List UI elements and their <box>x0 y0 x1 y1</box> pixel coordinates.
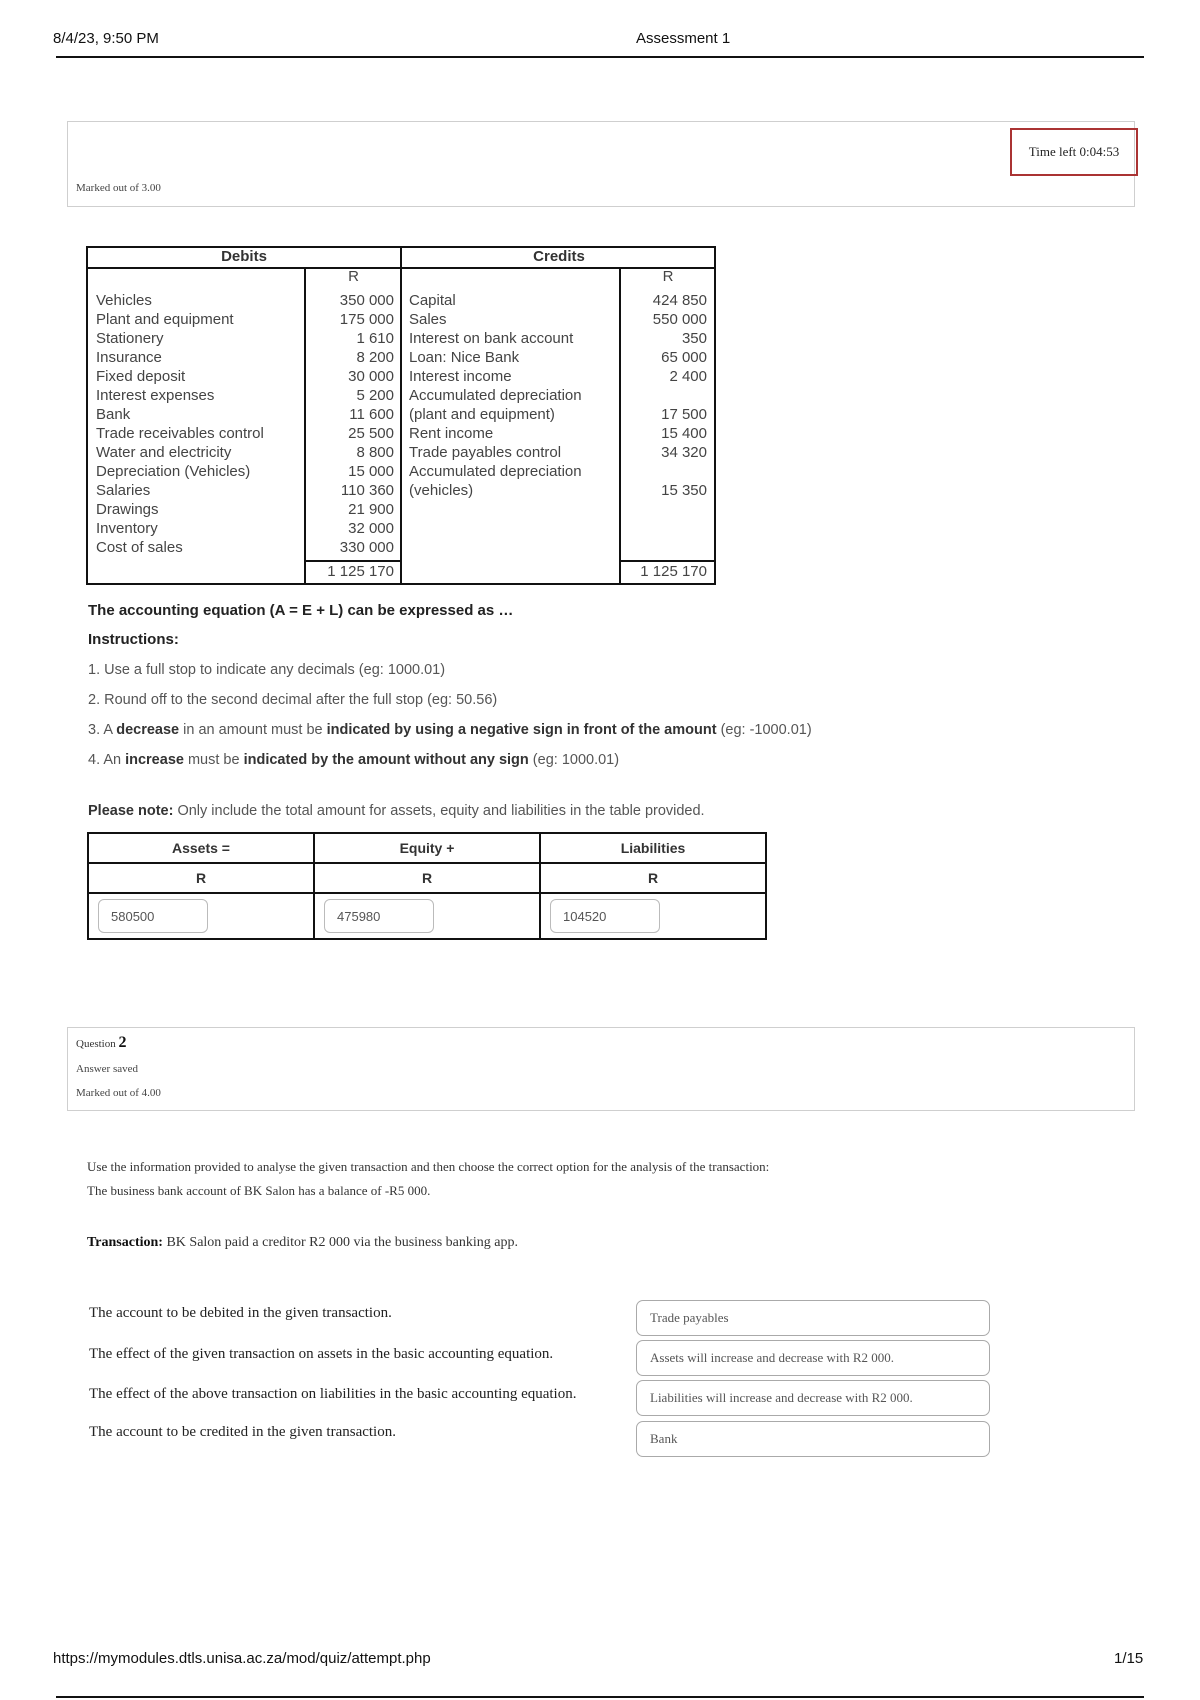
instruction-item <box>88 715 812 745</box>
debit-label: Water and electricity <box>96 444 232 461</box>
instruction-item: 2. Round off to the second decimal after the full stop (eg: 50.56) <box>88 692 498 708</box>
credit-amount-list <box>621 291 707 500</box>
credit-label: Rent income <box>409 425 494 442</box>
equity-cell <box>314 893 540 939</box>
debit-amount: 11 600 <box>349 406 394 423</box>
debit-label: Insurance <box>96 349 162 366</box>
credits-header: Credits <box>533 248 585 265</box>
instruction-3-prefix: 3. A <box>88 722 117 738</box>
debit-amount: 32 000 <box>348 520 394 537</box>
debit-label: Interest expenses <box>96 387 215 404</box>
credit-total: 1 125 170 <box>640 563 707 580</box>
credit-amount: 424 850 <box>652 292 707 309</box>
instruction-4-prefix: 4. An <box>88 752 126 768</box>
match-label-debited: The account to be debited in the given transaction. <box>89 1305 392 1321</box>
debits-currency: R <box>348 268 359 285</box>
instructions-title: Instructions: <box>88 631 179 648</box>
debit-label: Bank <box>96 406 131 423</box>
debit-amount: 8 800 <box>356 444 394 461</box>
credit-label: Trade payables control <box>409 444 562 461</box>
debit-amount-list <box>306 291 394 557</box>
please-note-text: Only include the total amount for assets, equity and liabilities in the table provided. <box>173 803 705 819</box>
question-2-info <box>67 1027 1135 1111</box>
credit-label: Accumulated depreciation <box>409 387 582 404</box>
credit-amount <box>621 462 707 481</box>
credit-amount: 17 500 <box>661 406 707 423</box>
page-title: Assessment 1 <box>636 30 731 47</box>
instruction-item: 1. Use a full stop to indicate any decimals (eg: 1000.01) <box>88 662 446 678</box>
instruction-4-rule: indicated by the amount without any sign <box>243 752 529 768</box>
transaction-label: Transaction: <box>87 1235 163 1250</box>
liabilities-header: Liabilities <box>540 833 766 863</box>
quiz-timer: Time left 0:04:53 <box>1010 128 1138 176</box>
debit-amount: 15 000 <box>348 463 394 480</box>
question-2-heading <box>76 1034 126 1052</box>
instructions-list <box>88 655 812 775</box>
debit-amount: 350 000 <box>339 292 394 309</box>
page-number: 1/15 <box>1114 1650 1144 1667</box>
instruction-item <box>88 745 812 775</box>
transaction-text: BK Salon paid a creditor R2 000 via the business banking app. <box>162 1235 518 1250</box>
credit-amount: 15 400 <box>661 425 707 442</box>
match-label-credited: The account to be credited in the given transaction. <box>89 1424 396 1440</box>
question-2-marks: Marked out of 4.00 <box>76 1087 161 1099</box>
credit-amount <box>621 386 707 405</box>
assets-cell <box>88 893 314 939</box>
question-1-marks: Marked out of 3.00 <box>76 182 161 194</box>
credit-label: Capital <box>409 292 456 309</box>
liabilities-unit: R <box>540 863 766 893</box>
liabilities-cell <box>540 893 766 939</box>
debit-label: Salaries <box>96 482 151 499</box>
debit-label: Drawings <box>96 501 159 518</box>
equity-header: Equity + <box>314 833 540 863</box>
credit-amount: 550 000 <box>652 311 707 328</box>
debit-label: Cost of sales <box>96 539 183 556</box>
debit-label: Inventory <box>96 520 158 537</box>
debit-label: Trade receivables control <box>96 425 264 442</box>
credit-label: Accumulated depreciation <box>409 463 582 480</box>
instruction-4-keyword: increase <box>125 752 184 768</box>
debit-label: Vehicles <box>96 292 152 309</box>
debit-total: 1 125 170 <box>327 563 394 580</box>
please-note <box>88 803 705 819</box>
question-1-text: The accounting equation (A = E + L) can be expressed as … <box>88 602 514 619</box>
question-2-number: 2 <box>118 1034 127 1051</box>
credit-label: Interest income <box>409 368 512 385</box>
debit-amount: 110 360 <box>340 482 394 499</box>
credit-amount: 350 <box>681 330 707 347</box>
debit-label: Plant and equipment <box>96 311 234 328</box>
answer-select-assets-effect[interactable]: Assets will increase and decrease with R2 000. <box>636 1340 990 1376</box>
debit-amount: 21 900 <box>348 501 394 518</box>
debit-label: Fixed deposit <box>96 368 186 385</box>
debit-amount: 8 200 <box>356 349 394 366</box>
page-url: https://mymodules.dtls.unisa.ac.za/mod/quiz/attempt.php <box>53 1650 431 1667</box>
credit-amount: 15 350 <box>661 482 707 499</box>
credit-label: Interest on bank account <box>409 330 574 347</box>
instruction-3-mid: in an amount must be <box>179 722 327 738</box>
instruction-4-mid: must be <box>183 752 244 768</box>
answer-select-debited[interactable]: Trade payables <box>636 1300 990 1336</box>
instruction-3-rule: indicated by using a negative sign in front of the amount <box>326 722 717 738</box>
assets-unit: R <box>88 863 314 893</box>
question-2-balance: The business bank account of BK Salon has a balance of -R5 000. <box>87 1183 431 1198</box>
question-2-intro: Use the information provided to analyse the given transaction and then choose the correct option for the analysis of the transaction: <box>87 1159 770 1174</box>
please-note-label: Please note: <box>88 803 174 819</box>
credit-label: (plant and equipment) <box>409 406 555 423</box>
instruction-3-example: (eg: -1000.01) <box>716 722 812 738</box>
question-2-transaction <box>87 1235 518 1251</box>
match-label-liabilities-effect: The effect of the above transaction on liabilities in the basic accounting equation. <box>89 1386 577 1402</box>
credits-currency: R <box>662 268 674 285</box>
question-2-status: Answer saved <box>76 1063 139 1075</box>
debit-label: Stationery <box>96 330 164 347</box>
debit-amount: 5 200 <box>356 387 394 404</box>
debit-amount: 330 000 <box>339 539 394 556</box>
equity-input[interactable]: 475980 <box>324 899 434 933</box>
credit-label: Loan: Nice Bank <box>409 349 520 366</box>
debit-amount: 175 000 <box>339 311 394 328</box>
assets-header: Assets = <box>88 833 314 863</box>
debit-amount: 25 500 <box>348 425 394 442</box>
credit-amount: 65 000 <box>661 349 707 366</box>
credit-amount: 2 400 <box>669 368 707 385</box>
debits-header: Debits <box>221 248 267 265</box>
print-datetime: 8/4/23, 9:50 PM <box>53 30 159 47</box>
header-rule <box>56 56 1144 58</box>
answer-select-credited[interactable]: Bank <box>636 1421 990 1457</box>
instruction-4-example: (eg: 1000.01) <box>528 752 620 768</box>
equity-unit: R <box>314 863 540 893</box>
credit-label: (vehicles) <box>409 482 474 499</box>
debit-amount: 30 000 <box>348 368 394 385</box>
match-label-assets-effect: The effect of the given transaction on assets in the basic accounting equation. <box>89 1346 554 1362</box>
instruction-3-keyword: decrease <box>116 722 180 738</box>
credit-amount: 34 320 <box>661 444 707 461</box>
footer-rule <box>56 1696 1144 1698</box>
accounting-equation-table <box>87 832 767 940</box>
credit-label: Sales <box>409 311 447 328</box>
debit-label: Depreciation (Vehicles) <box>96 463 251 480</box>
credit-account-list <box>409 291 582 500</box>
question-2-word: Question <box>76 1038 116 1050</box>
question-1-info <box>67 121 1135 207</box>
debit-account-list <box>96 291 264 557</box>
answer-select-liabilities-effect[interactable]: Liabilities will increase and decrease with R2 000. <box>636 1380 990 1416</box>
debit-amount: 1 610 <box>356 330 394 347</box>
assets-input[interactable]: 580500 <box>98 899 208 933</box>
liabilities-input[interactable]: 104520 <box>550 899 660 933</box>
